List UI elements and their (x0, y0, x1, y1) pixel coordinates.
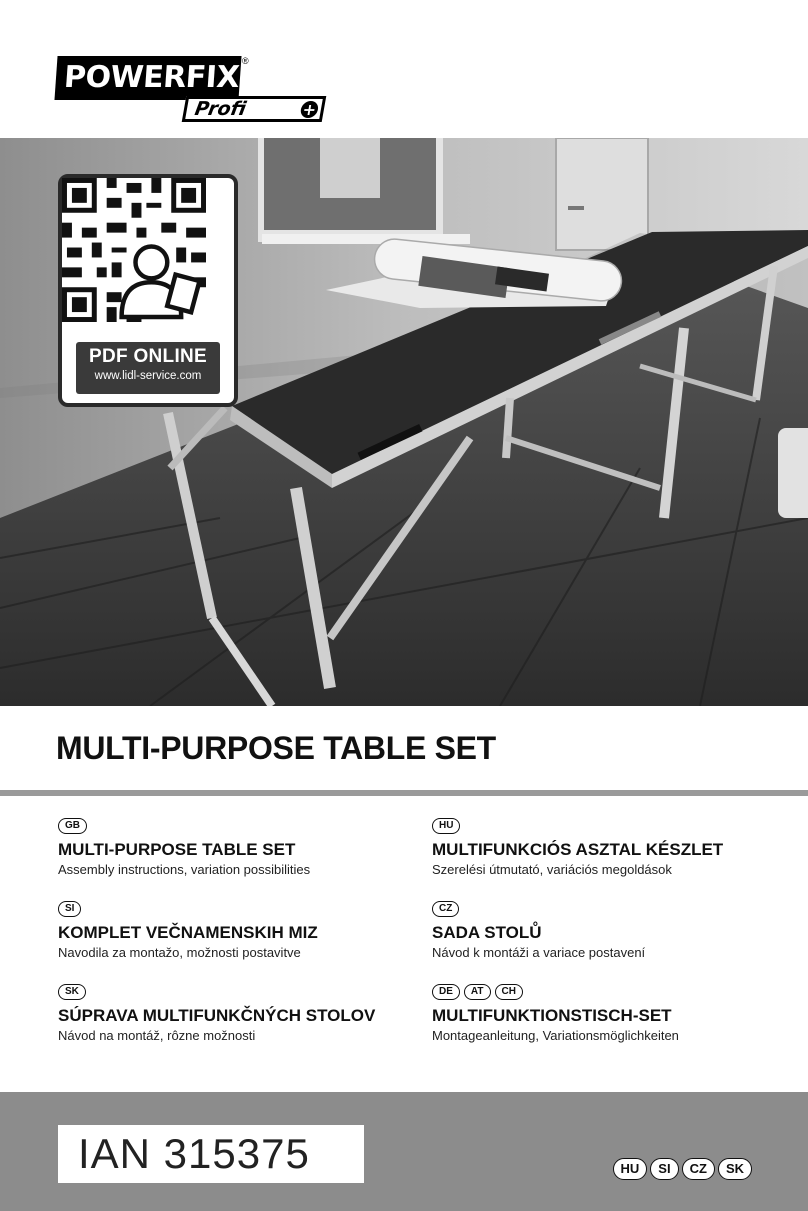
country-codes (432, 901, 792, 917)
lang-section-de-at-ch (432, 984, 792, 1044)
lang-subtitle: Montageanleitung, Variationsmöglichkeiten (432, 1028, 679, 1043)
lang-title: KOMPLET VEČNAMENSKIH MIZ (58, 923, 318, 942)
lang-subtitle: Szerelési útmutató, variációs megoldások (432, 862, 672, 877)
qr-card[interactable] (58, 174, 238, 407)
footer-band (0, 1092, 808, 1211)
product-photo (0, 138, 808, 706)
country-code: DE (432, 984, 460, 1000)
bucket (778, 428, 808, 518)
lang-subtitle: Assembly instructions, variation possibilities (58, 862, 311, 877)
lang-section-gb (58, 818, 418, 878)
lang-title: MULTIFUNKCIÓS ASZTAL KÉSZLET (432, 840, 724, 859)
lang-title: SADA STOLŮ (432, 923, 542, 942)
country-code: CH (495, 984, 523, 1000)
main-title: MULTI-PURPOSE TABLE SET (56, 730, 496, 766)
lang-title: MULTI-PURPOSE TABLE SET (58, 840, 296, 859)
pdf-online-title: PDF ONLINE (88, 346, 208, 367)
lang-subtitle: Navodila za montažo, možnosti postavitve (58, 945, 301, 960)
footer-country-codes (613, 1158, 752, 1180)
country-code: AT (464, 984, 491, 1000)
door (556, 138, 648, 250)
country-code: CZ (682, 1158, 715, 1180)
country-code: GB (58, 818, 87, 834)
lang-section-si (58, 901, 418, 961)
divider (0, 790, 808, 796)
lang-subtitle: Návod k montáži a variace postavení (432, 945, 646, 960)
country-codes (432, 818, 792, 834)
country-code: SI (650, 1158, 678, 1180)
country-codes (58, 818, 418, 834)
country-codes (58, 984, 378, 1000)
country-code: CZ (432, 901, 459, 917)
lang-section-sk (58, 984, 378, 1044)
brand-name: POWERFIX (54, 56, 241, 100)
pdf-online-label[interactable] (76, 342, 220, 394)
lang-section-cz (432, 901, 792, 961)
registered-mark: ® (242, 56, 249, 66)
plus-icon: + (301, 100, 318, 119)
country-code: HU (432, 818, 460, 834)
window-sill (262, 234, 470, 244)
country-codes (58, 901, 418, 917)
brand-logo (56, 56, 318, 122)
lang-section-hu (432, 818, 792, 878)
lang-title: MULTIFUNKTIONSTISCH-SET (432, 1006, 672, 1025)
country-codes (432, 984, 792, 1000)
ian-number: IAN 315375 (58, 1125, 364, 1183)
country-code: SK (58, 984, 86, 1000)
brand-sub (182, 96, 327, 122)
country-code: SI (58, 901, 81, 917)
lang-title: SÚPRAVA MULTIFUNKČNÝCH STOLOV (58, 1006, 376, 1025)
service-url[interactable]: www.lidl-service.com (94, 370, 202, 382)
country-code: HU (613, 1158, 648, 1180)
qr-code[interactable] (62, 178, 206, 322)
country-code: SK (718, 1158, 752, 1180)
lang-subtitle: Návod na montáž, rôzne možnosti (58, 1028, 256, 1043)
brand-sub-label: Profi (193, 98, 248, 120)
